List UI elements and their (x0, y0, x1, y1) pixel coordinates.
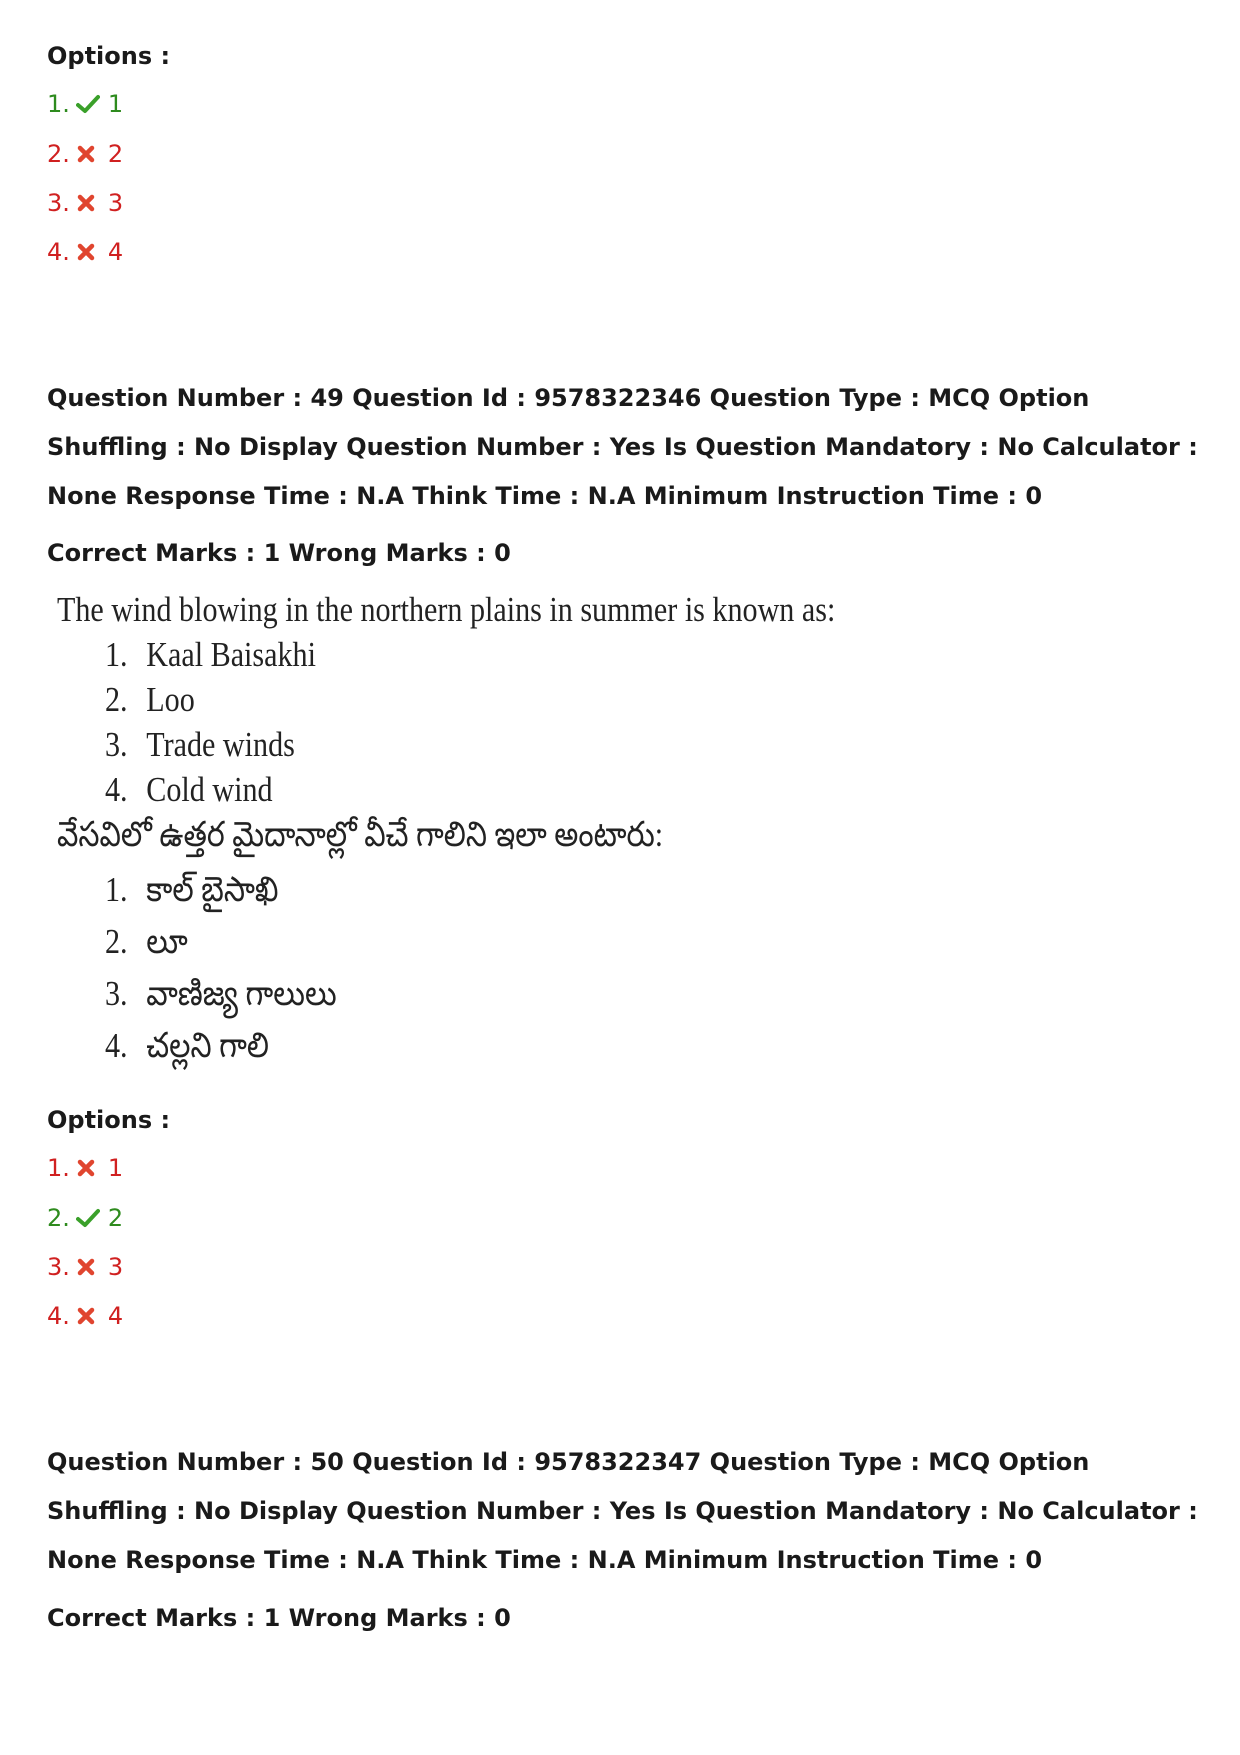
option-number: 2. (47, 1204, 70, 1232)
choice-telugu-2: 2. లూ (105, 922, 188, 961)
option-number: 3. (47, 1253, 70, 1281)
question-50-marks: Correct Marks : 1 Wrong Marks : 0 (47, 1604, 511, 1632)
option-3 (47, 1253, 123, 1281)
question-50-meta: Question Number : 50 Question Id : 9578322347 Question Type : MCQ Option Shuffling : No Display Question Number : Yes Is Question Mandatory : No Calculator : None Response Time : N.A Think Time : N.A Minimum Instruction Time : 0 (47, 1448, 1198, 1574)
option-text: 2 (107, 1204, 124, 1232)
option-text: 3 (107, 1253, 124, 1281)
cross-icon (76, 1306, 102, 1326)
question-49-marks: Correct Marks : 1 Wrong Marks : 0 (47, 539, 511, 567)
option-4 (47, 1302, 123, 1330)
option-text: 3 (107, 189, 124, 217)
option-text: 1 (107, 90, 124, 118)
option-number: 4. (47, 1302, 70, 1330)
option-number: 1. (47, 90, 70, 118)
option-1 (47, 1154, 123, 1182)
options-label: Options : (47, 42, 171, 70)
option-text: 4 (107, 238, 124, 266)
cross-icon (76, 1158, 102, 1178)
choice-english-2: 2. Loo (105, 680, 195, 719)
choice-english-3: 3. Trade winds (105, 725, 295, 764)
question-49-meta: Question Number : 49 Question Id : 9578322346 Question Type : MCQ Option Shuffling : No Display Question Number : Yes Is Question Mandatory : No Calculator : None Response Time : N.A Think Time : N.A Minimum Instruction Time : 0 (47, 384, 1198, 510)
option-3 (47, 189, 123, 217)
option-text: 2 (107, 140, 124, 168)
option-2 (47, 140, 123, 168)
option-number: 3. (47, 189, 70, 217)
option-number: 1. (47, 1154, 70, 1182)
option-number: 2. (47, 140, 70, 168)
cross-icon (76, 193, 102, 213)
check-icon (76, 1208, 102, 1228)
options-label: Options : (47, 1106, 171, 1134)
check-icon (76, 94, 102, 114)
choice-telugu-1: 1. కాల్ బైసాఖి (105, 870, 279, 909)
option-text: 4 (107, 1302, 124, 1330)
option-2 (47, 1204, 123, 1232)
option-number: 4. (47, 238, 70, 266)
question-49-image (57, 580, 957, 1080)
question-stem-english: The wind blowing in the northern plains in summer is known as: (57, 590, 836, 629)
option-4 (47, 238, 123, 266)
choice-english-4: 4. Cold wind (105, 770, 273, 809)
choice-english-1: 1. Kaal Baisakhi (105, 635, 316, 674)
choice-telugu-3: 3. వాణిజ్య గాలులు (105, 974, 337, 1013)
question-stem-telugu: వేసవిలో ఉత్తర మైదానాల్లో వీచే గాలిని ఇలా అంటారు: (57, 815, 664, 854)
cross-icon (76, 1257, 102, 1277)
cross-icon (76, 144, 102, 164)
option-1 (47, 90, 123, 118)
option-text: 1 (107, 1154, 124, 1182)
cross-icon (76, 242, 102, 262)
choice-telugu-4: 4. చల్లని గాలి (105, 1026, 269, 1065)
